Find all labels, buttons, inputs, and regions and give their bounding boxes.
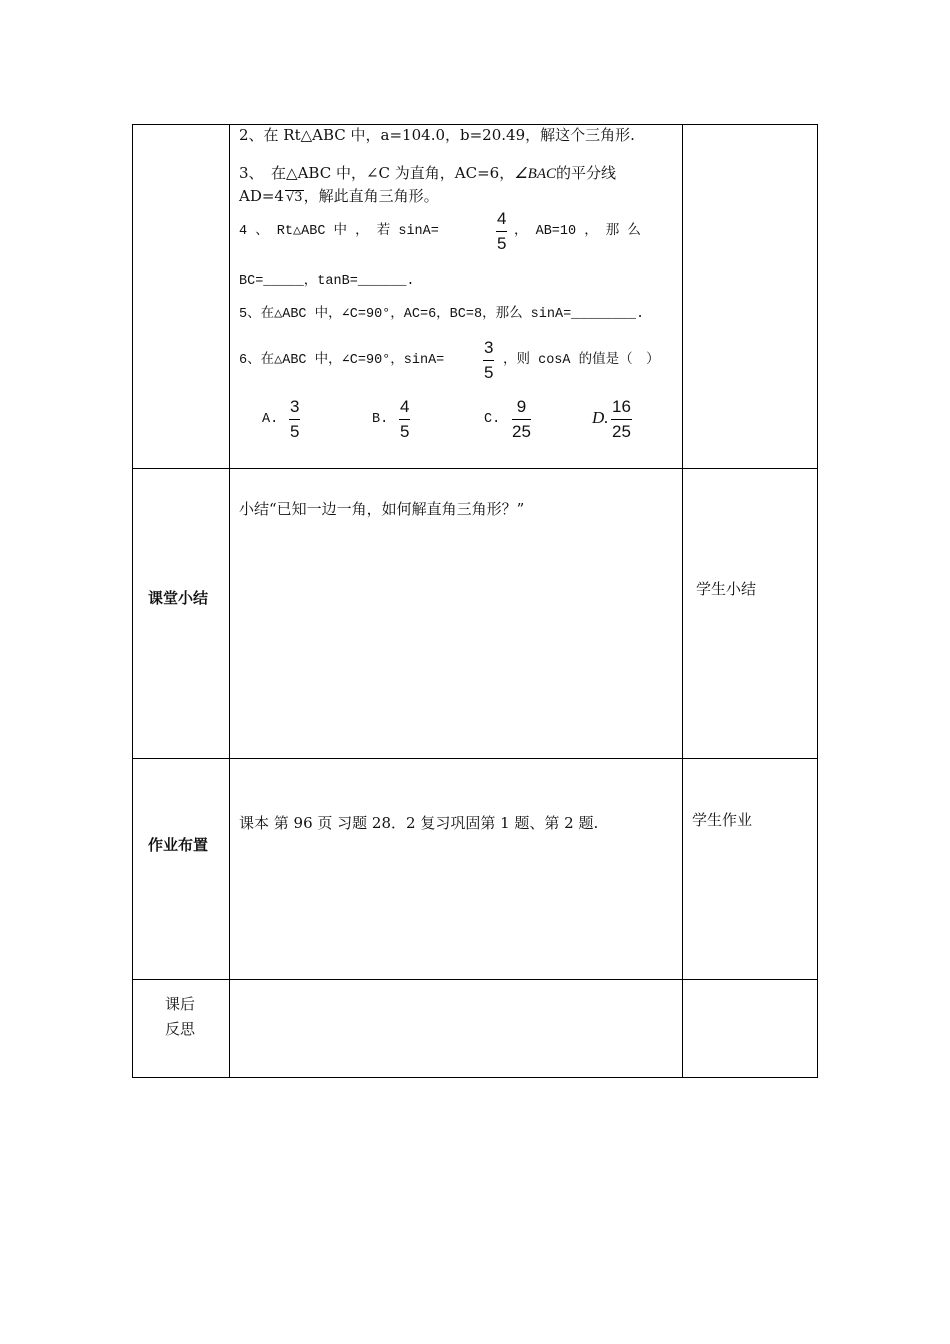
table-col-divider-2 bbox=[682, 124, 683, 1078]
reflection-heading-line2: 反思 bbox=[165, 1020, 196, 1038]
exercise-4-fraction: $\frac{4}{5}$ bbox=[497, 209, 507, 253]
table-row-divider-3 bbox=[132, 979, 818, 980]
table-border-left bbox=[132, 124, 133, 1078]
exercise-4-line1-b: ， AB=10 ， 那 么 bbox=[514, 224, 641, 239]
exercise-6-b: ，则 cosA 的值是（ ） bbox=[503, 353, 660, 368]
table-border-bottom bbox=[132, 1077, 818, 1078]
exercise-3-line1: 3、 在△ABC 中，∠C 为直角，AC=6，∠BAC的平分线 bbox=[239, 164, 616, 182]
exercise-5: 5、在△ABC 中，∠C=90°，AC=6，BC=8，那么 sinA=________. bbox=[239, 307, 645, 322]
exercise-2: 2、在 Rt△ABC 中，a=104.0，b=20.49，解这个三角形. bbox=[239, 126, 635, 144]
option-b-label: B. bbox=[372, 412, 389, 427]
table-row-divider-1 bbox=[132, 468, 818, 469]
option-c-label: C. bbox=[484, 412, 501, 427]
summary-content: 小结“已知一边一角，如何解直角三角形？” bbox=[239, 500, 525, 518]
homework-note: 学生作业 bbox=[692, 811, 753, 829]
table-col-divider-1 bbox=[229, 124, 230, 1078]
homework-content: 课本 第 96 页 习题 28．2 复习巩固第 1 题、第 2 题. bbox=[239, 814, 599, 832]
summary-heading: 课堂小结 bbox=[148, 589, 209, 607]
option-a-label: A. bbox=[262, 412, 279, 427]
option-b-fraction: $\frac{4}{5}$ bbox=[400, 397, 410, 441]
table-border-right bbox=[817, 124, 818, 1078]
summary-note: 学生小结 bbox=[696, 580, 757, 598]
exercise-6-a: 6、在△ABC 中，∠C=90°，sinA= bbox=[239, 353, 445, 368]
table-row-divider-2 bbox=[132, 758, 818, 759]
option-a-fraction: $\frac{3}{5}$ bbox=[290, 397, 300, 441]
sqrt-symbol: √3 bbox=[285, 190, 303, 205]
angle-symbol: ∠BAC bbox=[514, 166, 556, 182]
option-d-fraction: $\frac{16}{25}$ bbox=[612, 397, 631, 441]
table-border-top bbox=[132, 124, 818, 125]
exercise-3-line2: AD=4 √3，解此直角三角形。 bbox=[239, 187, 439, 205]
option-c-fraction: $\frac{9}{25}$ bbox=[512, 397, 531, 441]
option-d-label: D. bbox=[592, 408, 609, 427]
reflection-heading-line1: 课后 bbox=[165, 995, 196, 1013]
exercise-6-fraction: $\frac{3}{5}$ bbox=[484, 338, 494, 382]
exercise-4-line2: BC=_____，tanB=______. bbox=[239, 274, 415, 289]
homework-heading: 作业布置 bbox=[148, 836, 209, 854]
exercise-4-line1-a: 4 、 Rt△ABC 中 ， 若 sinA= bbox=[239, 224, 439, 239]
